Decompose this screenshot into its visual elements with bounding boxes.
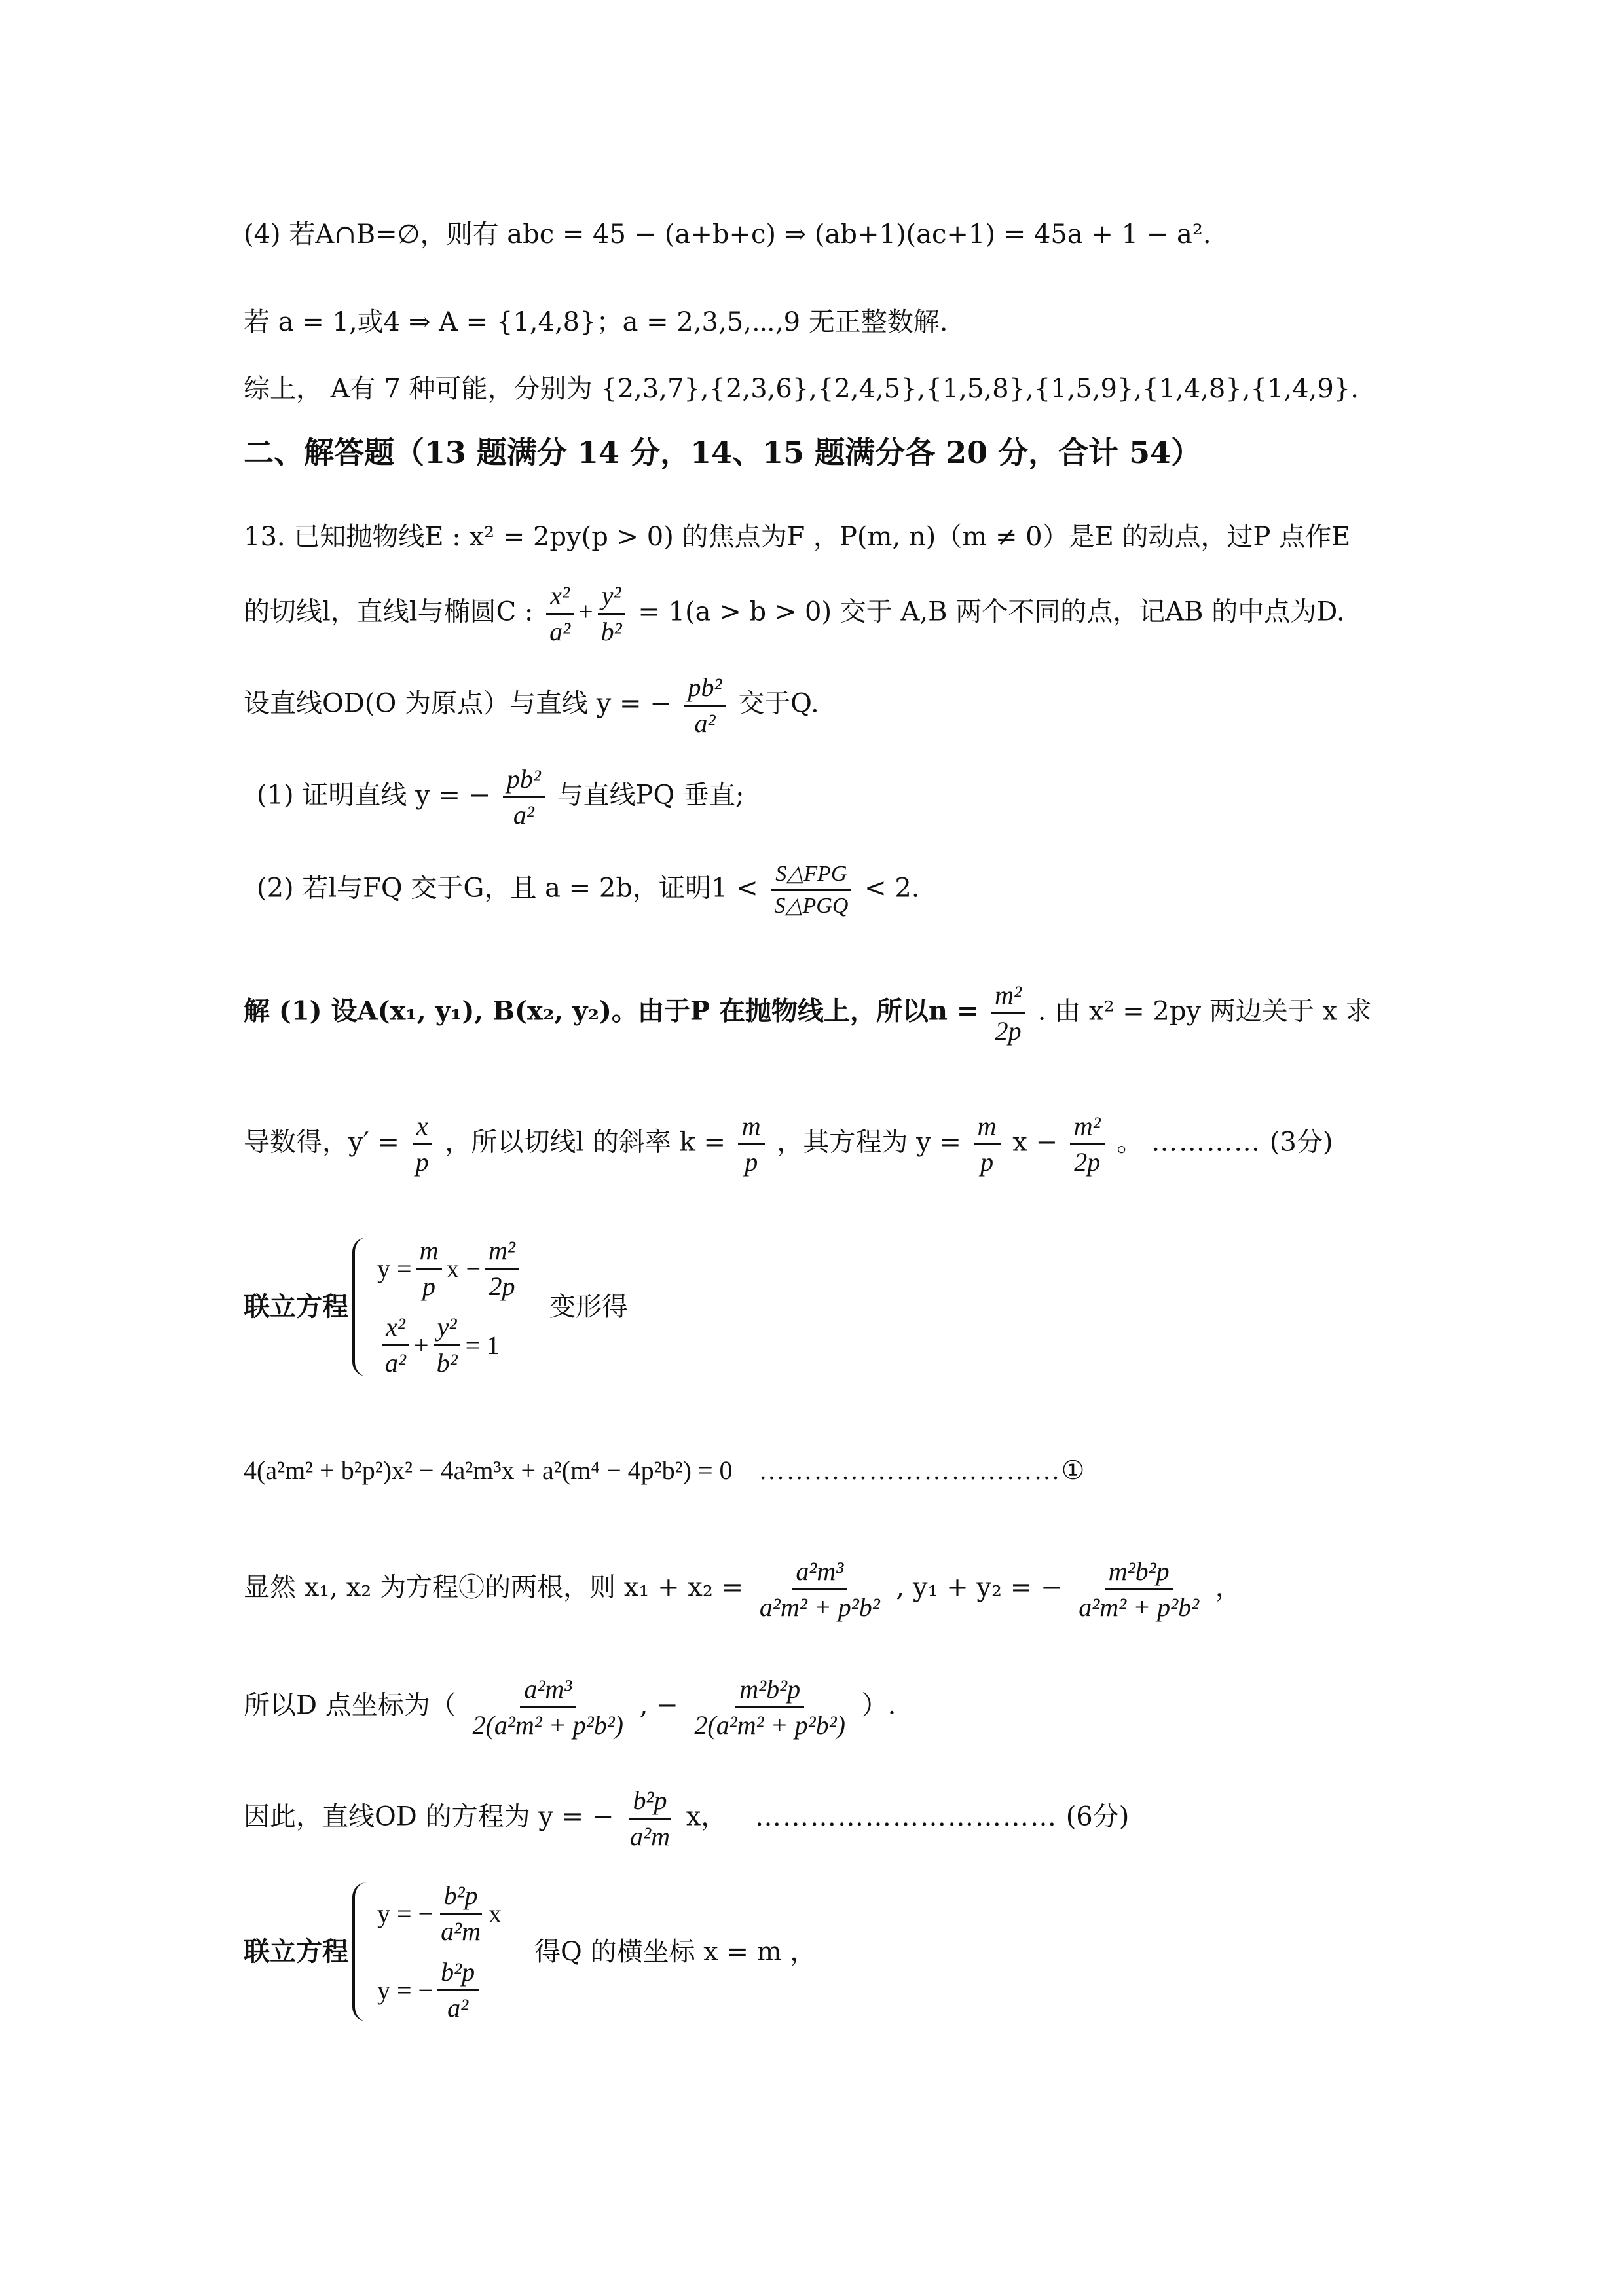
- system-1: [244, 1238, 628, 1376]
- part1-pre: (1) 证明直线 y = −: [257, 780, 491, 811]
- summary-text: 综上， A有 7 种可能，分别为 {2,3,7},{2,3,6},{2,4,5},{1,5,8},{1,5,9},{1,4,8},{1,4,9}.: [244, 374, 1359, 404]
- frac-m-p: $\frac{m}{p}$: [738, 1113, 765, 1175]
- left-brace-2: [352, 1882, 369, 2021]
- sol2-mid3: x −: [1012, 1127, 1058, 1158]
- system-2: [244, 1882, 816, 2021]
- score-6: (6分): [1065, 1801, 1130, 1832]
- case4-result-text: 若 a = 1,或4 ⇒ A = {1,4,8}；a = 2,3,5,⋯,9 无正整数解.: [244, 307, 948, 337]
- d-pre: 所以D 点坐标为（: [244, 1690, 456, 1721]
- frac-d-y: $\frac{\text{m²b²p}}{\text{2(a²m² + p²b²)}}$: [694, 1674, 845, 1740]
- system-1-brace-group: [352, 1238, 523, 1376]
- frac-m-p-2: $\frac{m}{p}$: [974, 1113, 1001, 1175]
- section-heading: [244, 437, 1201, 468]
- q13-text-c-post: 交于Q.: [738, 688, 819, 719]
- frac-sum-y: $\frac{\text{m²b²p}}{\text{a²m² + p²b²}}$: [1079, 1556, 1200, 1622]
- solution-line-2: [244, 1113, 1333, 1175]
- sys1-after: 变形得: [549, 1292, 628, 1322]
- frac-b2p-a2m: $\frac{\text{b²p}}{\text{a²m}}$: [630, 1786, 670, 1851]
- q13-text-c-pre: 设直线OD(O 为原点）与直线 y = −: [244, 688, 672, 719]
- frac-d-x: $\frac{\text{a²m³}}{\text{2(a²m² + p²b²)}}$: [472, 1674, 624, 1740]
- d-end: ）.: [861, 1690, 896, 1721]
- roots-line: [244, 1558, 1242, 1621]
- equation-1: [244, 1458, 1084, 1484]
- od-end: x，: [686, 1801, 728, 1832]
- q13-text-b-pre: 的切线l，直线l与椭圆C :: [244, 597, 534, 627]
- roots-pre: 显然 x₁, x₂ 为方程①的两根，则 x₁ + x₂ =: [244, 1572, 744, 1603]
- part-2: [257, 863, 920, 917]
- frac-area-ratio: $\frac{\text{S△FPG}}{\text{S△PGQ}}$: [770, 863, 852, 917]
- sol2-mid1: ，所以切线l 的斜率 k =: [445, 1127, 726, 1158]
- d-coordinates: [244, 1676, 896, 1738]
- frac-pb2-a2-part1: $\frac{\text{pb²}}{\text{a²}}$: [503, 766, 545, 828]
- q13-text-b-post: = 1(a > b > 0) 交于 A,B 两个不同的点，记AB 的中点为D.: [638, 597, 1345, 627]
- sys1-eq2: $\frac{\text{x²}}{\text{a²}}$ + $\frac{\text{y²}}{\text{b²}}$ = 1: [377, 1314, 523, 1376]
- roots-mid: , y₁ + y₂ = −: [896, 1572, 1063, 1603]
- roots-end: ，: [1215, 1572, 1242, 1603]
- part1-post: 与直线PQ 垂直;: [557, 780, 745, 811]
- part-1: [257, 766, 745, 828]
- q13-line-c: [244, 674, 819, 737]
- frac-x-p: $\frac{x}{p}$: [412, 1113, 433, 1175]
- frac-sum-x: $\frac{\text{a²m³}}{\text{a²m² + p²b²}}$: [759, 1556, 880, 1622]
- od-pre: 因此，直线OD 的方程为 y = −: [244, 1801, 614, 1832]
- case4-text: (4) 若A∩B=∅，则有 abc = 45 − (a+b+c) ⇒ (ab+1)(ac+1) = 45a + 1 − a².: [244, 219, 1211, 249]
- frac-m2-2p-b: $\frac{\text{m²}}{2p}$: [1070, 1113, 1105, 1175]
- sol2-pre: 导数得，y′ =: [244, 1127, 399, 1158]
- sol1-pre: 解 (1) 设A(x₁, y₁), B(x₂, y₂)。由于P 在抛物线上，所以n =: [244, 995, 979, 1027]
- solution-line-1: [244, 982, 1372, 1044]
- od-line: [244, 1788, 1129, 1850]
- q13-line-b: [244, 583, 1345, 645]
- frac-y2-b2: $\frac{\text{y²}}{\text{b²}}$: [597, 583, 626, 645]
- sol2-mid2: ，其方程为 y =: [777, 1127, 961, 1158]
- score-3: (3分): [1269, 1127, 1333, 1158]
- plus-sign: +: [578, 597, 593, 627]
- part2-pre: (2) 若l与FQ 交于G，且 a = 2b，证明1 <: [257, 873, 758, 904]
- sys2-eq2: y = − $\frac{\text{b²p}}{\text{a²}}$: [377, 1959, 502, 2021]
- left-brace-1: [352, 1238, 369, 1376]
- dots-leader-eq1: ……………………………: [758, 1456, 1061, 1485]
- sys2-eq1: y = − $\frac{\text{b²p}}{\text{a²m}}$ x: [377, 1881, 502, 1946]
- section-heading-text: 二、解答题（13 题满分 14 分，14、15 题满分各 20 分，合计 54）: [244, 435, 1202, 470]
- q13-line-a: [244, 524, 1350, 550]
- q13-text-a: 13. 已知抛物线E : x² = 2py(p > 0) 的焦点为F ，P(m, n)（m ≠ 0）是E 的动点，过P 点作E: [244, 522, 1351, 552]
- sys1-eq1: y = $\frac{m}{p}$ x − $\frac{\text{m²}}{2p}$: [377, 1238, 523, 1300]
- frac-x2-a2: $\frac{\text{x²}}{\text{a²}}$: [545, 583, 574, 645]
- line-case4: [244, 221, 1211, 248]
- sol2-end: 。: [1116, 1127, 1143, 1158]
- d-mid: , −: [639, 1690, 678, 1721]
- circled-one: ①: [1061, 1456, 1085, 1485]
- eq1-text: 4(a²m² + b²p²)x² − 4a²m³x + a²(m⁴ − 4p²b²) = 0: [244, 1456, 733, 1485]
- part2-post: < 2.: [864, 873, 920, 904]
- dots-leader-1: …………: [1151, 1127, 1262, 1158]
- system-2-brace-group: [352, 1882, 502, 2021]
- sol1-post: . 由 x² = 2py 两边关于 x 求: [1037, 996, 1372, 1027]
- sys1-label: 联立方程: [244, 1291, 348, 1322]
- sys2-after: 得Q 的横坐标 x = m ，: [534, 1937, 817, 1967]
- frac-pb2-a2: $\frac{\text{pb²}}{\text{a²}}$: [684, 674, 726, 737]
- frac-m2-2p: $\frac{\text{m²}}{2p}$: [991, 982, 1025, 1044]
- sys2-label: 联立方程: [244, 1936, 348, 1967]
- line-case4-result: [244, 309, 948, 335]
- line-summary: [244, 376, 1359, 402]
- dots-leader-6: ……………………………: [754, 1801, 1058, 1832]
